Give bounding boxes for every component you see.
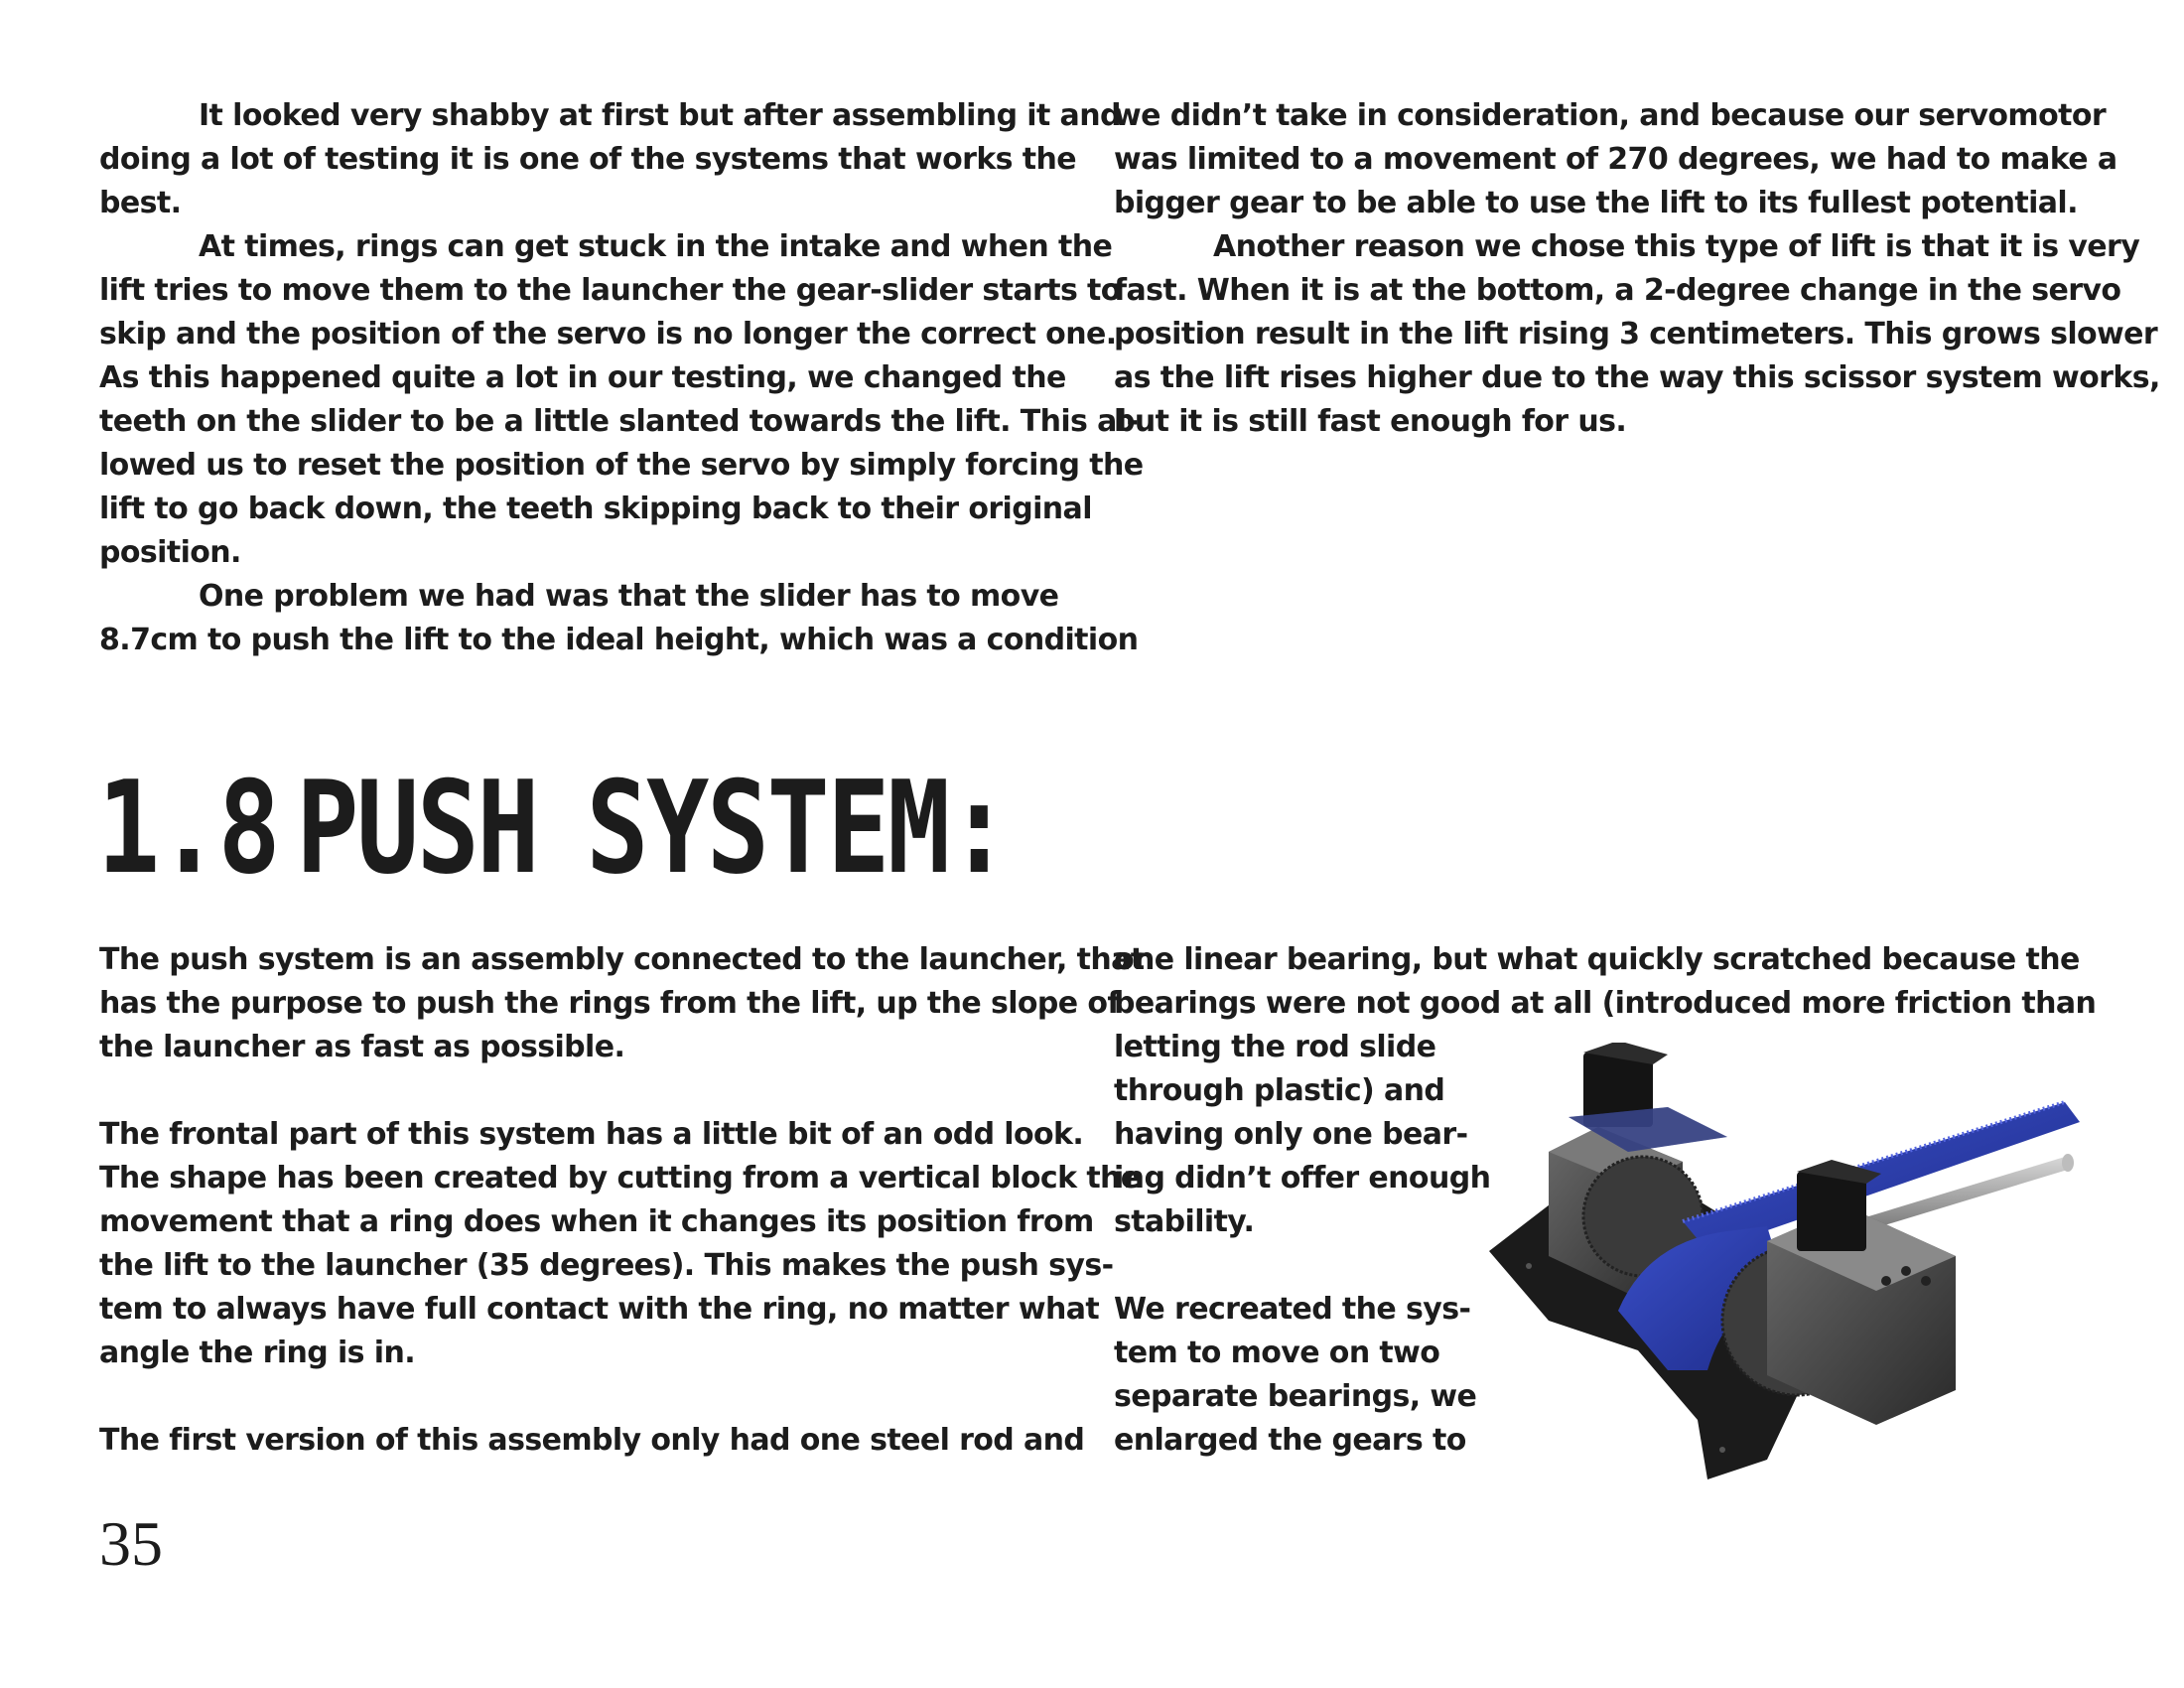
text-line: letting the rod slide (1114, 1030, 1436, 1064)
text-line: through plastic) and (1114, 1073, 1445, 1108)
text-line: tem to move on two (1114, 1336, 1440, 1370)
text-line: lowed us to reset the position of the servo by simply forcing the (99, 448, 1144, 483)
text-line: Another reason we chose this type of lift is that it is very (1213, 229, 2140, 264)
text-line: separate bearings, we (1114, 1379, 1477, 1414)
text-line: The shape has been created by cutting from a vertical block the (99, 1161, 1141, 1196)
section-title-word: SYSTEM: (586, 755, 1009, 903)
text-line: The first version of this assembly only had one steel rod and (99, 1423, 1085, 1458)
text-line: The frontal part of this system has a little bit of an odd look. (99, 1117, 1084, 1152)
text-line: position. (99, 535, 241, 570)
text-line: 8.7cm to push the lift to the ideal height, which was a condition (99, 623, 1139, 657)
text-line: At times, rings can get stuck in the intake and when the (199, 229, 1113, 264)
section-title-word: PUSH (296, 755, 538, 903)
push-system-render (1469, 1043, 2105, 1489)
section-number: 1.8 (97, 755, 279, 903)
text-line: lift to go back down, the teeth skipping back to their original (99, 492, 1092, 526)
text-line: As this happened quite a lot in our testing, we changed the (99, 360, 1066, 395)
text-line: the launcher as fast as possible. (99, 1030, 625, 1064)
text-line: angle the ring is in. (99, 1336, 416, 1370)
text-line: skip and the position of the servo is no longer the correct one. (99, 317, 1117, 352)
text-line: enlarged the gears to (1114, 1423, 1466, 1458)
page-number: 35 (99, 1508, 163, 1579)
text-line: ing didn’t offer enough (1114, 1161, 1491, 1196)
text-line: We recreated the sys- (1114, 1292, 1471, 1327)
text-line: stability. (1114, 1204, 1255, 1239)
text-line: It looked very shabby at first but after assembling it and (199, 98, 1121, 133)
text-line: tem to always have full contact with the ring, no matter what (99, 1292, 1100, 1327)
text-line: we didn’t take in consideration, and because our servomotor (1114, 98, 2107, 133)
text-line: was limited to a movement of 270 degrees, we had to make a (1114, 142, 2117, 177)
text-line: doing a lot of testing it is one of the systems that works the (99, 142, 1077, 177)
text-line: teeth on the slider to be a little slanted towards the lift. This al- (99, 404, 1139, 439)
text-line: One problem we had was that the slider has to move (199, 579, 1059, 614)
text-line: as the lift rises higher due to the way this scissor system works, (1114, 360, 2160, 395)
text-line: having only one bear- (1114, 1117, 1468, 1152)
top-left-column (99, 94, 1144, 662)
text-line: movement that a ring does when it changes its position from (99, 1204, 1094, 1239)
text-line: one linear bearing, but what quickly scratched because the (1114, 942, 2080, 977)
top-right-column (1114, 94, 2160, 444)
text-line: bigger gear to be able to use the lift to its fullest potential. (1114, 186, 2078, 220)
text-line: The push system is an assembly connected to the launcher, that (99, 942, 1145, 977)
section-heading (97, 755, 1008, 904)
bottom-left-column (99, 938, 1145, 1463)
text-line: the lift to the launcher (35 degrees). This makes the push sys- (99, 1248, 1114, 1283)
text-line: has the purpose to push the rings from the lift, up the slope of (99, 986, 1120, 1021)
text-line: bearings were not good at all (introduced more friction than (1114, 986, 2097, 1021)
text-line: fast. When it is at the bottom, a 2-degree change in the servo (1114, 273, 2121, 308)
text-line: position result in the lift rising 3 centimeters. This grows slower (1114, 317, 2158, 352)
text-line: lift tries to move them to the launcher the gear-slider starts to (99, 273, 1121, 308)
text-line: but it is still fast enough for us. (1114, 404, 1627, 439)
text-line: best. (99, 186, 182, 220)
